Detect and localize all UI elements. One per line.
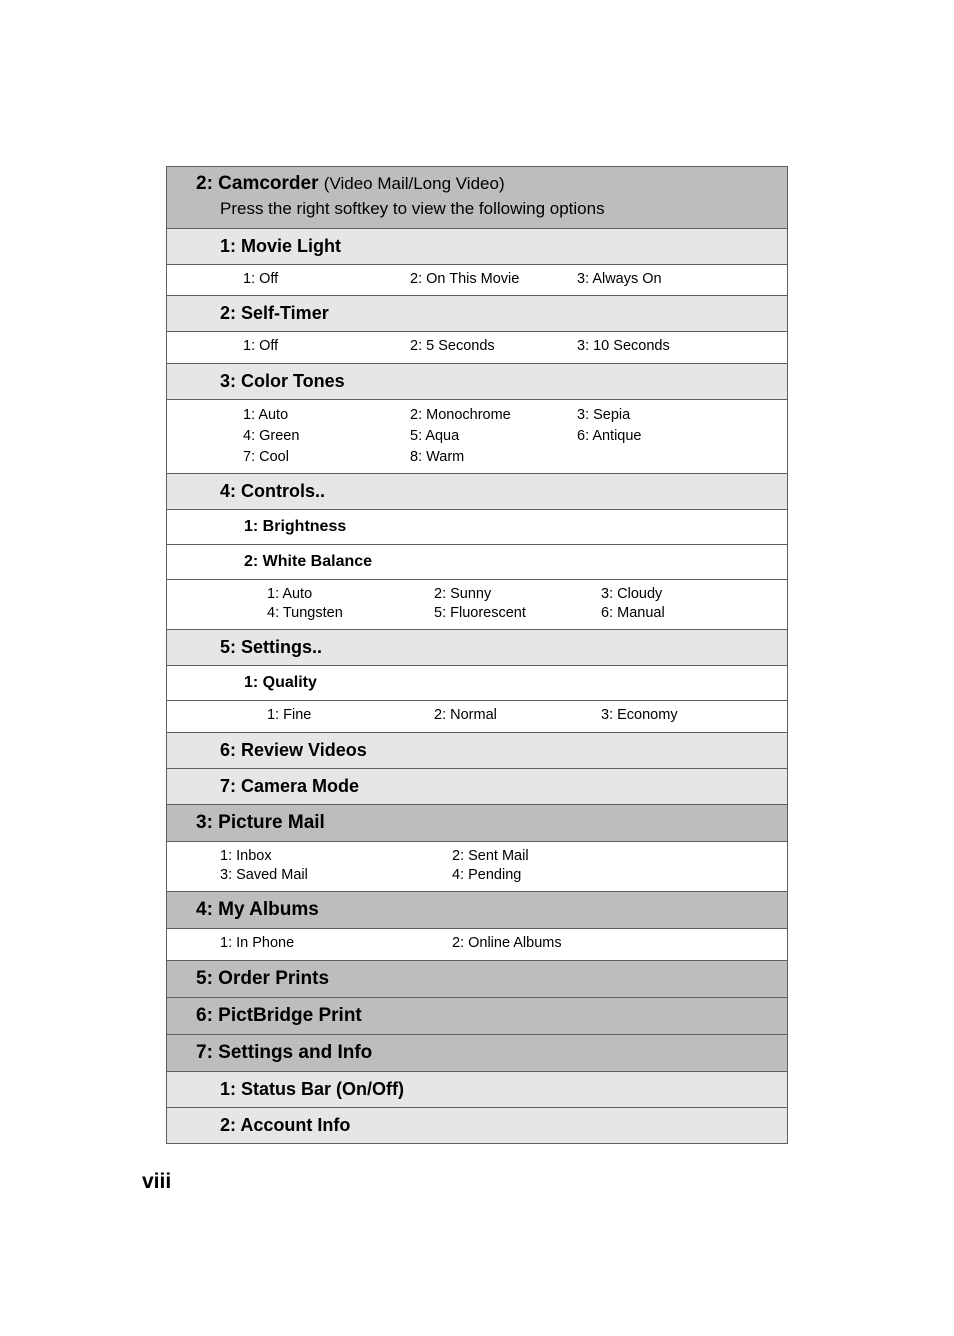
controls-header: 4: Controls..: [167, 474, 787, 510]
color-tones-options: [167, 400, 787, 474]
review-videos-header: 6: Review Videos: [167, 733, 787, 769]
quality-options: [167, 701, 787, 733]
brightness-item: 1: Brightness: [167, 510, 787, 545]
option: 4: Green: [243, 428, 300, 444]
option: 1: Fine: [267, 707, 312, 723]
camcorder-header: [167, 167, 787, 229]
option: 2: Monochrome: [410, 407, 511, 423]
option: 4: Tungsten: [267, 605, 343, 621]
option: 4: Pending: [452, 867, 522, 883]
self-timer-options: [167, 332, 787, 364]
my-albums-header: 4: My Albums: [167, 892, 787, 929]
settings-header: 5: Settings..: [167, 630, 787, 666]
option: 1: Inbox: [220, 848, 272, 864]
option: 2: 5 Seconds: [410, 338, 495, 354]
color-tones-header: 3: Color Tones: [167, 364, 787, 400]
account-info-item: 2: Account Info: [167, 1108, 787, 1144]
camcorder-title: 2: Camcorder: [196, 173, 319, 194]
option: 1: In Phone: [220, 935, 295, 951]
option: 3: Economy: [601, 707, 678, 723]
option: 3: 10 Seconds: [577, 338, 670, 354]
menu-table: [166, 166, 788, 1144]
option: 1: Off: [243, 271, 279, 287]
option: 2: On This Movie: [410, 271, 520, 287]
white-balance-options: [167, 580, 787, 630]
option: 5: Aqua: [410, 428, 460, 444]
option: 7: Cool: [243, 449, 289, 465]
option: 3: Sepia: [577, 407, 631, 423]
option: 5: Fluorescent: [434, 605, 526, 621]
movie-light-header: 1: Movie Light: [167, 229, 787, 265]
picture-mail-header: 3: Picture Mail: [167, 805, 787, 842]
option: 1: Auto: [243, 407, 289, 423]
option: 1: Off: [243, 338, 279, 354]
camera-mode-header: 7: Camera Mode: [167, 769, 787, 805]
camcorder-note: Press the right softkey to view the following options: [220, 199, 605, 218]
option: 2: Online Albums: [452, 935, 562, 951]
option: 6: Manual: [601, 605, 665, 621]
picture-mail-options: [167, 842, 787, 892]
option: 2: Normal: [434, 707, 497, 723]
page-number: viii: [142, 1170, 172, 1193]
quality-item: 1: Quality: [167, 666, 787, 701]
option: 8: Warm: [410, 449, 465, 465]
option: 1: Auto: [267, 586, 313, 602]
self-timer-header: 2: Self-Timer: [167, 296, 787, 332]
status-bar-item: 1: Status Bar (On/Off): [167, 1072, 787, 1108]
settings-info-header: 7: Settings and Info: [167, 1035, 787, 1072]
white-balance-item: 2: White Balance: [167, 545, 787, 580]
movie-light-options: [167, 265, 787, 296]
option: 2: Sunny: [434, 586, 492, 602]
option: 2: Sent Mail: [452, 848, 529, 864]
option: 6: Antique: [577, 428, 642, 444]
my-albums-options: [167, 929, 787, 961]
option: 3: Cloudy: [601, 586, 663, 602]
option: 3: Saved Mail: [220, 867, 308, 883]
pictbridge-header: 6: PictBridge Print: [167, 998, 787, 1035]
order-prints-header: 5: Order Prints: [167, 961, 787, 998]
option: 3: Always On: [577, 271, 662, 287]
camcorder-subtitle: (Video Mail/Long Video): [323, 174, 505, 193]
